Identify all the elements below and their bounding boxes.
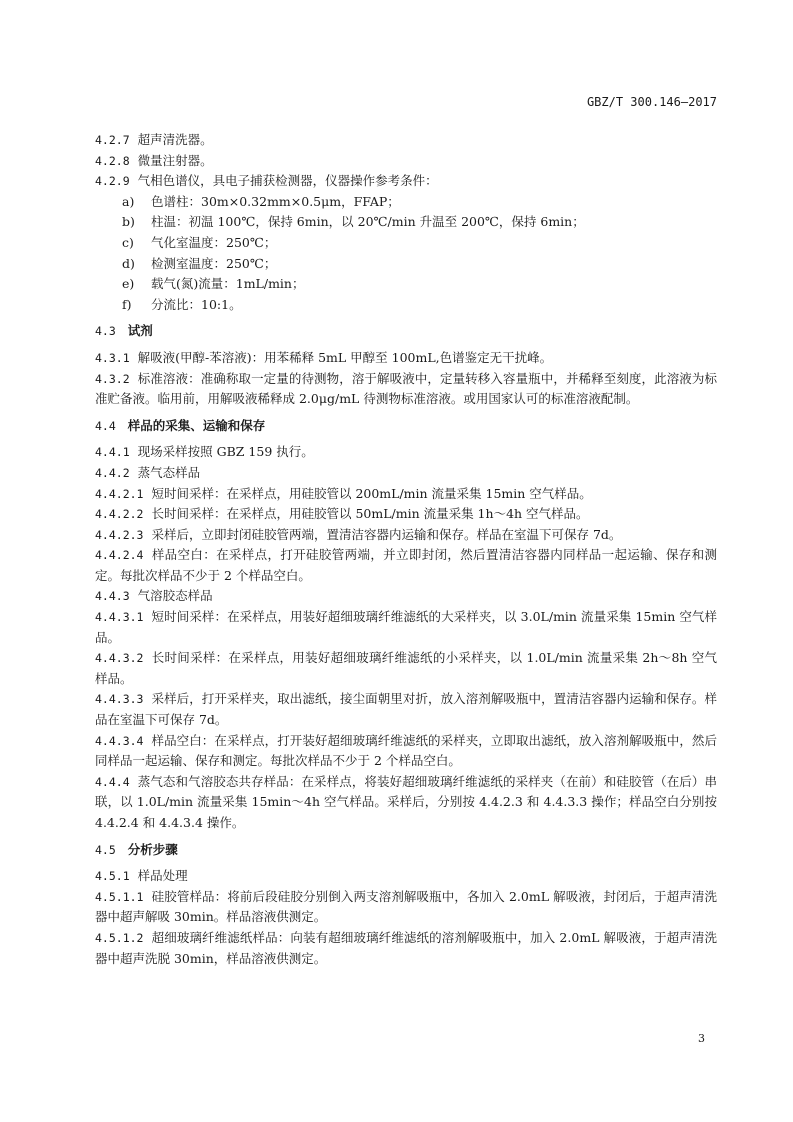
- clause-text: 气相色谱仪，具电子捕获检测器，仪器操作参考条件：: [137, 173, 438, 189]
- clause-text: 采样后，打开采样夹，取出滤纸，接尘面朝里对折，放入溶剂解吸瓶中，置清洁容器内运输和保存。样品在室温下可保存 7d。: [95, 691, 717, 728]
- clause-paragraph: [95, 525, 717, 546]
- clause-text: 样品空白：在采样点，打开硅胶管两端，并立即封闭，然后置清洁容器内同样品一起运输、保存和测定。每批次样品不少于 2 个样品空白。: [95, 547, 717, 583]
- clause-text: 超细玻璃纤维滤纸样品：向装有超细玻璃纤维滤纸的溶剂解吸瓶中，加入 2.0mL 解吸液，于超声清洗器中超声洗脱 30min，样品溶液供测定。: [95, 929, 717, 966]
- clause-paragraph: [95, 689, 717, 730]
- clause-text: 长时间采样：在采样点，用硅胶管以 50mL/min 流量采集 1h～4h 空气样品。: [151, 506, 589, 522]
- clause-number: 4.4.2.4: [95, 548, 144, 563]
- clause-text: 短时间采样：在采样点，用装好超细玻璃纤维滤纸的大采样夹，以 3.0L/min 流量采集 15min 空气样品。: [95, 609, 717, 645]
- list-marker: e): [122, 276, 135, 292]
- list-marker: f): [122, 296, 132, 312]
- clause-number: 4.2.9: [95, 174, 130, 189]
- clause-paragraph: [95, 586, 717, 607]
- list-item: [95, 233, 717, 254]
- clause-text: 标准溶液：准确称取一定量的待测物，溶于解吸液中，定量转移入容量瓶中，并稀释至刻度，此溶液为标准贮备液。临用前，用解吸液稀释成 2.0μg/mL 待测物标准溶液。或用国家认可的标准溶液配制。: [95, 370, 717, 407]
- page-number: 3: [698, 1032, 705, 1045]
- clause-number: 4.3.2: [95, 371, 130, 386]
- clause-paragraph: [95, 369, 717, 410]
- list-item-text: 分流比：10:1。: [151, 296, 242, 312]
- document-body: [95, 130, 717, 969]
- clause-number: 4.4.2: [95, 465, 130, 480]
- clause-number: 4.4: [95, 418, 116, 433]
- list-marker: a): [122, 193, 135, 209]
- clause-paragraph: [95, 648, 717, 689]
- clause-number: 4.4.3.2: [95, 651, 144, 666]
- clause-number: 4.2.7: [95, 133, 130, 147]
- clause-paragraph: [95, 463, 717, 484]
- list-item: [95, 192, 717, 213]
- clause-paragraph: [95, 545, 717, 586]
- clause-number: 4.4.4: [95, 774, 130, 789]
- section-heading: [95, 416, 717, 437]
- list-marker: b): [122, 214, 135, 230]
- clause-text: 现场采样按照 GBZ 159 执行。: [137, 444, 314, 460]
- clause-paragraph: [95, 484, 717, 505]
- list-item: [95, 295, 717, 316]
- clause-number: 4.2.8: [95, 153, 130, 168]
- clause-number: 4.4.2.2: [95, 507, 144, 522]
- clause-paragraph: [95, 772, 717, 834]
- clause-text: 解吸液(甲醇-苯溶液)：用苯稀释 5mL 甲醇至 100mL,色谱鉴定无干扰峰。: [137, 349, 553, 365]
- clause-text: 超声清洗器。: [137, 132, 213, 147]
- clause-text: 蒸气态和气溶胶态共存样品：在采样点，将装好超细玻璃纤维滤纸的采样夹（在前）和硅胶管（在后）串联，以 1.0L/min 流量采集 15min～4h 空气样品。采样后，分别按 4.4.2.3 和 4.4.3.3 操作；样品空白分别按 4.4.2.4 和 4.4.3.4 操作。: [95, 773, 717, 830]
- list-item: [95, 212, 717, 233]
- clause-paragraph: [95, 928, 717, 969]
- list-item-text: 气化室温度：250℃；: [151, 234, 277, 250]
- clause-number: 4.5.1: [95, 869, 130, 884]
- clause-text: 采样后，立即封闭硅胶管两端，置清洁容器内运输和保存。样品在室温下可保存 7d。: [151, 526, 622, 542]
- clause-number: 4.4.1: [95, 445, 130, 460]
- clause-number: 4.4.2.3: [95, 527, 144, 542]
- clause-number: 4.4.2.1: [95, 486, 144, 501]
- list-item-text: 载气(氮)流量：1mL/min；: [151, 276, 305, 292]
- clause-paragraph: [95, 171, 717, 192]
- clause-text: 硅胶管样品：将前后段硅胶分别倒入两支溶剂解吸瓶中，各加入 2.0mL 解吸液，封闭后，于超声清洗器中超声解吸 30min。样品溶液供测定。: [95, 888, 717, 925]
- clause-text: 样品处理: [137, 868, 188, 884]
- section-heading: [95, 840, 717, 861]
- document-id: GBZ/T 300.146—2017: [586, 95, 717, 109]
- clause-paragraph: [95, 866, 717, 887]
- clause-text: 试剂: [127, 323, 153, 339]
- clause-paragraph: [95, 151, 717, 172]
- clause-number: 4.5.1.2: [95, 930, 144, 945]
- clause-number: 4.4.3.3: [95, 692, 144, 707]
- clause-text: 蒸气态样品: [137, 464, 201, 480]
- list-marker: c): [122, 234, 134, 250]
- clause-number: 4.4.3.1: [95, 610, 144, 625]
- clause-text: 短时间采样：在采样点，用硅胶管以 200mL/min 流量采集 15min 空气样品。: [151, 485, 592, 501]
- clause-number: 4.3: [95, 324, 116, 339]
- clause-text: 长时间采样：在采样点，用装好超细玻璃纤维滤纸的小采样夹，以 1.0L/min 流量采集 2h～8h 空气样品。: [95, 650, 717, 686]
- list-item-text: 检测室温度：250℃；: [151, 255, 277, 271]
- clause-text: 样品的采集、运输和保存: [127, 417, 266, 433]
- clause-text: 气溶胶态样品: [137, 588, 213, 604]
- clause-number: 4.5.1.1: [95, 889, 144, 904]
- section-heading: [95, 321, 717, 342]
- list-item: [95, 274, 717, 295]
- clause-paragraph: [95, 607, 717, 648]
- clause-text: 微量注射器。: [137, 152, 213, 168]
- clause-text: 样品空白：在采样点，打开装好超细玻璃纤维滤纸的采样夹，立即取出滤纸，放入溶剂解吸瓶中，然后同样品一起运输、保存和测定。每批次样品不少于 2 个样品空白。: [95, 732, 717, 769]
- list-item: [95, 254, 717, 275]
- clause-paragraph: [95, 504, 717, 525]
- clause-number: 4.3.1: [95, 350, 130, 365]
- clause-number: 4.5: [95, 842, 116, 857]
- clause-text: 分析步骤: [127, 841, 178, 857]
- clause-paragraph: [95, 887, 717, 928]
- list-marker: d): [122, 255, 135, 271]
- clause-paragraph: [95, 442, 717, 463]
- clause-number: 4.4.3: [95, 589, 130, 604]
- clause-paragraph: [95, 130, 717, 151]
- list-item-text: 柱温：初温 100℃，保持 6min，以 20℃/min 升温至 200℃，保持 6min；: [151, 214, 585, 230]
- clause-paragraph: [95, 731, 717, 772]
- clause-number: 4.4.3.4: [95, 733, 144, 748]
- clause-paragraph: [95, 348, 717, 369]
- list-item-text: 色谱柱：30m×0.32mm×0.5μm，FFAP；: [151, 193, 400, 209]
